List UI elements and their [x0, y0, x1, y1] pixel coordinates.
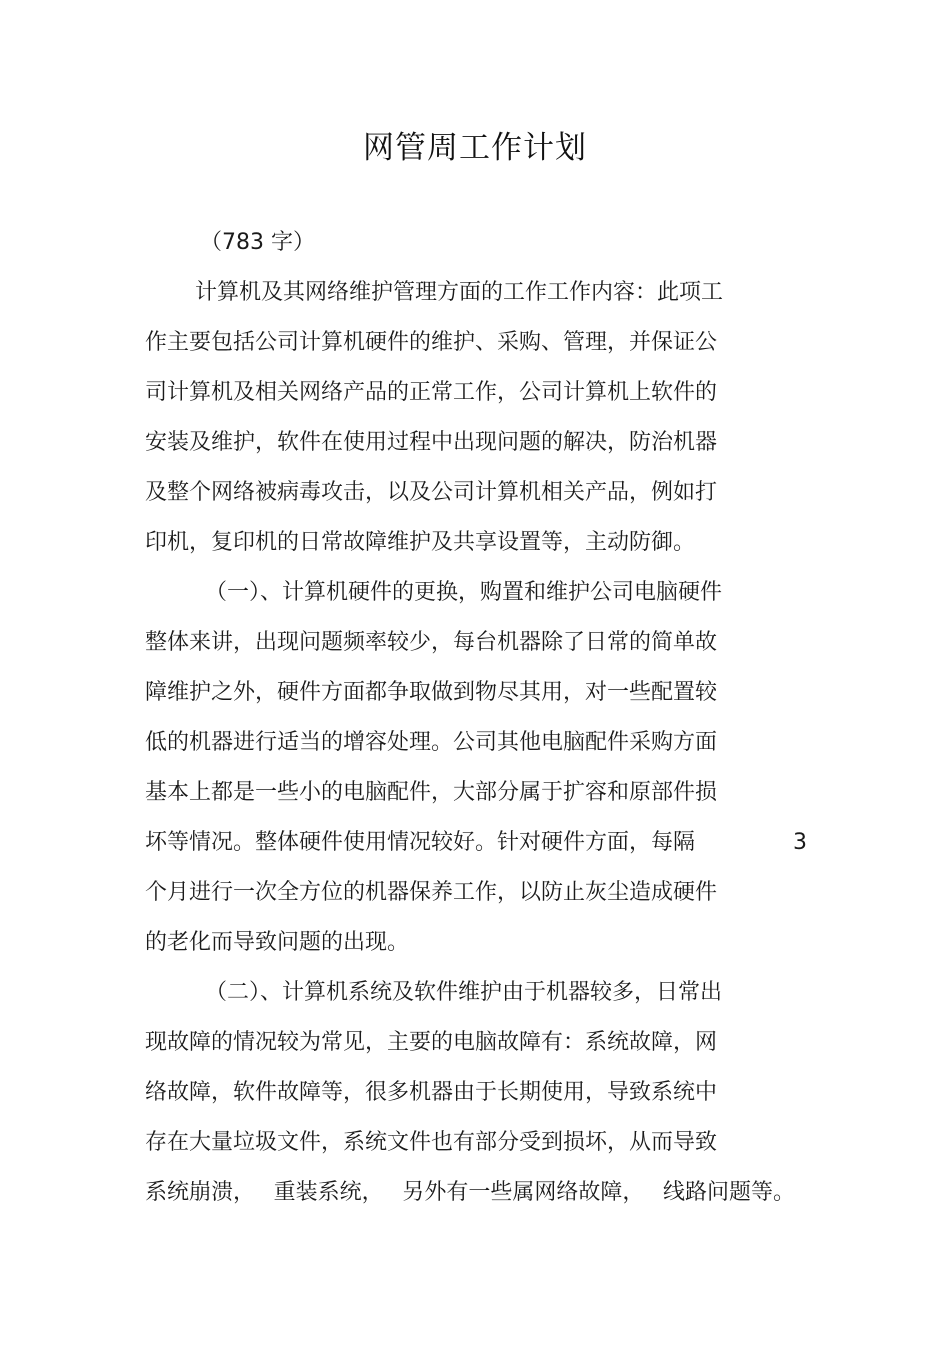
paragraph-line: 印机，复印机的日常故障维护及共享设置等，主动防御。	[145, 530, 696, 555]
paragraph-line: 坏等情况。整体硬件使用情况较好。针对硬件方面，每隔	[145, 830, 696, 855]
paragraph-last-line	[145, 1178, 795, 1208]
word-count: （783 字）	[200, 230, 315, 255]
line-segment: 系统崩溃，	[145, 1180, 256, 1205]
paragraph-line: 个月进行一次全方位的机器保养工作，以防止灰尘造成硬件	[145, 880, 718, 905]
line-segment: 重装系统，	[273, 1180, 384, 1205]
document-title: 网管周工作计划	[363, 130, 587, 166]
paragraph-line: 现故障的情况较为常见，主要的电脑故障有：系统故障，网	[145, 1030, 718, 1055]
paragraph-line: 作主要包括公司计算机硬件的维护、采购、管理，并保证公	[145, 330, 718, 355]
section-heading-1: （一）、计算机硬件的更换，购置和维护公司电脑硬件	[205, 580, 723, 605]
paragraph-line: 的老化而导致问题的出现。	[145, 930, 410, 955]
paragraph-line: 及整个网络被病毒攻击，以及公司计算机相关产品，例如打	[145, 480, 718, 505]
paragraph-line: 整体来讲，出现问题频率较少，每台机器除了日常的简单故	[145, 630, 718, 655]
paragraph-line: 存在大量垃圾文件，系统文件也有部分受到损坏，从而导致	[145, 1130, 718, 1155]
paragraph-line: 基本上都是一些小的电脑配件，大部分属于扩容和原部件损	[145, 780, 718, 805]
paragraph-line: 司计算机及相关网络产品的正常工作，公司计算机上软件的	[145, 380, 718, 405]
paragraph-line: 低的机器进行适当的增容处理。公司其他电脑配件采购方面	[145, 730, 718, 755]
month-count: 3	[793, 830, 807, 855]
line-segment: 另外有一些属网络故障，	[402, 1180, 645, 1205]
section-heading-2: （二）、计算机系统及软件维护由于机器较多，日常出	[205, 980, 723, 1005]
paragraph-line: 安装及维护，软件在使用过程中出现问题的解决，防治机器	[145, 430, 718, 455]
paragraph-line: 计算机及其网络维护管理方面的工作工作内容：此项工	[195, 280, 724, 305]
paragraph-line: 络故障，软件故障等，很多机器由于长期使用，导致系统中	[145, 1080, 718, 1105]
paragraph-line: 障维护之外，硬件方面都争取做到物尽其用，对一些配置较	[145, 680, 718, 705]
line-segment: 线路问题等。	[662, 1180, 795, 1205]
